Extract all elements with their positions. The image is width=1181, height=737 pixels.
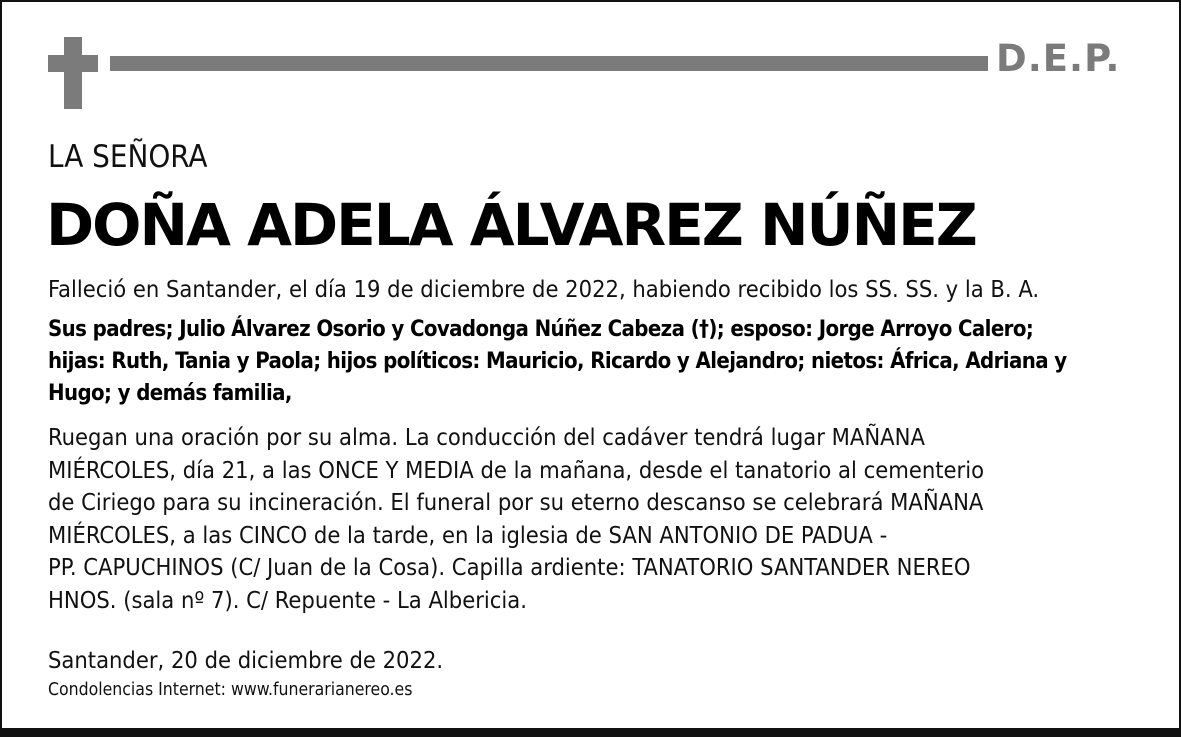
death-notice-line: Falleció en Santander, el día 19 de diciembre de 2022, habiendo recibido los SS. SS. y la B. A. [48, 275, 1040, 303]
cross-vertical-beam [64, 37, 82, 109]
service-details-paragraph [48, 421, 1148, 616]
latin-cross-icon [48, 37, 98, 109]
cross-horizontal-beam [48, 55, 98, 72]
service-line: HNOS. (sala nº 7). C/ Repuente - La Albericia. [48, 585, 527, 614]
family-line: hijas: Ruth, Tania y Paola; hijos políticos: Mauricio, Ricardo y Alejandro; nietos: África, Adriana y [48, 349, 1067, 374]
place-date-line: Santander, 20 de diciembre de 2022. [48, 646, 444, 674]
service-line: PP. CAPUCHINOS (C/ Juan de la Cosa). Capilla ardiente: TANATORIO SANTANDER NEREO [48, 553, 971, 581]
service-line: Ruegan una oración por su alma. La conducción del cadáver tendrá lugar MAÑANA [48, 423, 925, 451]
header-divider-bar [110, 56, 988, 71]
family-paragraph [48, 314, 1140, 410]
deceased-name: DOÑA ADELA ÁLVAREZ NÚÑEZ [46, 191, 976, 259]
title-prefix: LA SEÑORA [48, 139, 208, 175]
family-line: Hugo; y demás familia, [48, 381, 292, 406]
bottom-rule [0, 728, 1181, 737]
family-line: Sus padres; Julio Álvarez Osorio y Covadonga Núñez Cabeza (†); esposo: Jorge Arroyo Calero; [48, 317, 1034, 342]
service-line: MIÉRCOLES, día 21, a las ONCE Y MEDIA de la mañana, desde el tanatorio al cementerio [48, 455, 985, 484]
service-line: de Ciriego para su incineración. El funeral por su eterno descanso se celebrará MAÑANA [48, 488, 984, 516]
service-line: MIÉRCOLES, a las CINCO de la tarde, en la iglesia de SAN ANTONIO DE PADUA - [48, 520, 888, 549]
condolences-line: Condolencias Internet: www.funerarianereo.es [48, 680, 413, 700]
dep-label: D.E.P. [996, 37, 1121, 80]
